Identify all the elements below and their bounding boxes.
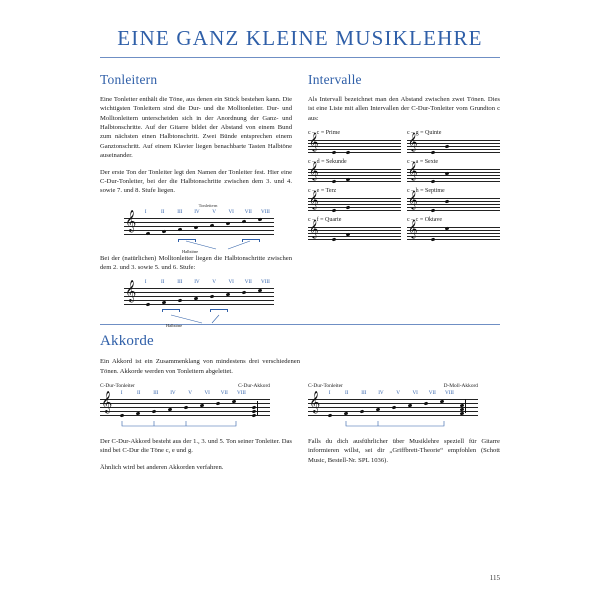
staff-c-major-scale <box>100 202 292 254</box>
degree: I <box>144 279 147 286</box>
page-title: EINE GANZ KLEINE MUSIKLEHRE <box>117 26 483 50</box>
treble-clef-icon: 𝄞 <box>408 132 418 152</box>
chord-head-left <box>100 383 270 389</box>
degree: IV <box>378 390 384 397</box>
degree: VII <box>428 390 436 397</box>
interval-sexte <box>407 159 500 183</box>
section-akkorde <box>0 325 600 479</box>
main-columns <box>0 58 600 329</box>
akkorde-columns <box>100 383 500 479</box>
interval-terz <box>308 188 401 212</box>
paragraph-tonleitern-1: Eine Tonleiter enthält die Töne, aus denen ein Stück bestehen kann. Die wichtigsten Tonleitern sind die Dur- und die Molltonleiter. Dur- und Molltonleitern unterscheiden sich in der Anordnung der Ganz- und Halbtonschritte. Auf der Gitarre bildet der Abstand von einem Bund zum nächsten einen Halbtonschritt. Zwei Bünde entsprechen einem Ganztonschritt. Auf einem Klavier liegen benachbarte Tasten Halbtöne auseinander. <box>100 96 292 160</box>
degree: III <box>177 279 183 286</box>
halftone-label-2: Halbtöne <box>166 323 183 329</box>
halftone-label-1: Halbtöne <box>182 248 199 254</box>
heading-intervalle: Intervalle <box>308 72 362 87</box>
interval-label: c – g = Quinte <box>407 130 442 137</box>
paragraph-akkorde-left-1: Der C-Dur-Akkord besteht aus der 1., 3. und 5. Ton seiner Tonleiter. Das sind bei C-Dur die Töne c, e und g. <box>100 438 292 455</box>
treble-clef-icon: 𝄞 <box>408 161 418 181</box>
chord-tone-connector <box>344 420 464 430</box>
degree: VIII <box>260 279 270 286</box>
scale-degrees-1 <box>124 209 274 215</box>
interval-grid <box>308 130 500 241</box>
paragraph-tonleitern-3: Bei der (natürlichen) Molltonleiter liegen die Halbtonschritte zwischen dem 2. und 3. sowie 5. und 6. Stufe: <box>100 254 292 271</box>
paragraph-akkorde-intro: Ein Akkord ist ein Zusammenklang von mindestens drei verschiedenen Tönen. Akkorde werden von Tonleitern abgeleitet. <box>100 358 300 375</box>
treble-clef-icon: 𝄞 <box>309 190 319 210</box>
degree: V <box>396 390 400 397</box>
degree: V <box>188 390 192 397</box>
degree: III <box>153 390 159 397</box>
degree: VIII <box>236 390 246 397</box>
treble-clef-icon: 𝄞 <box>408 219 418 239</box>
degree: VIII <box>260 208 270 215</box>
treble-clef-icon: 𝄞 <box>309 391 321 414</box>
degree: VII <box>244 208 252 215</box>
interval-oktave <box>407 217 500 241</box>
chord-scale-label: C-Dur-Tonleiter <box>308 383 343 390</box>
degree: III <box>177 208 183 215</box>
treble-clef-icon: 𝄞 <box>125 209 137 232</box>
degree: II <box>136 390 141 397</box>
column-tonleitern <box>100 72 292 329</box>
degree: IV <box>194 208 200 215</box>
treble-clef-icon: 𝄞 <box>125 280 137 303</box>
interval-quarte <box>308 217 401 241</box>
heading-tonleitern: Tonleitern <box>100 72 158 87</box>
interval-label: c – e = Terz <box>308 188 337 195</box>
degree: VI <box>228 279 234 286</box>
akkorde-left <box>100 383 292 479</box>
degree: VIII <box>444 390 454 397</box>
interval-quinte <box>407 130 500 154</box>
degree: VI <box>228 208 234 215</box>
chord-name-label: D-Moll-Akkord <box>443 383 478 390</box>
degree: IV <box>194 279 200 286</box>
chord-name-label: C-Dur-Akkord <box>238 383 270 390</box>
chord-scale-label: C-Dur-Tonleiter <box>100 383 135 390</box>
interval-label: c – a = Sexte <box>407 159 439 166</box>
treble-clef-icon: 𝄞 <box>408 190 418 210</box>
page-number: 115 <box>489 574 500 582</box>
degree: V <box>212 208 216 215</box>
interval-label: c – h = Septime <box>407 188 445 195</box>
interval-prime <box>308 130 401 154</box>
chord-tone-connector <box>120 420 240 430</box>
treble-clef-icon: 𝄞 <box>101 391 113 414</box>
chord-degrees-right <box>308 390 458 396</box>
degree: V <box>212 279 216 286</box>
paragraph-akkorde-right-1: Falls du dich ausführlicher über Musiklehre speziell für Gitarre informieren willst, sei dir „Griffbrett-Theorie“ empfohlen (Schott Music, Bestell-Nr. SPL 1036). <box>308 438 500 464</box>
interval-label: c – d = Sekunde <box>308 159 347 166</box>
degree: VI <box>204 390 210 397</box>
degree: I <box>144 208 147 215</box>
akkorde-right <box>308 383 500 479</box>
scale-degrees-2 <box>124 279 274 285</box>
column-intervalle <box>308 72 500 310</box>
interval-label: c – f = Quarte <box>308 217 342 224</box>
degree: II <box>160 279 165 286</box>
degree: VI <box>412 390 418 397</box>
treble-clef-icon: 𝄞 <box>309 132 319 152</box>
degree: II <box>344 390 349 397</box>
paragraph-tonleitern-2: Der erste Ton der Tonleiter legt den Namen der Tonleiter fest. Hier eine C-Dur-Tonleiter, bei der die Halbtonschritte zwischen dem 3. und 4. sowie 7. und 8. Stufe liegen. <box>100 168 292 195</box>
degree: I <box>328 390 331 397</box>
paragraph-akkorde-left-2: Ähnlich wird bei anderen Akkorden verfahren. <box>100 463 224 471</box>
degree: IV <box>170 390 176 397</box>
treble-clef-icon: 𝄞 <box>309 161 319 181</box>
interval-label: c – c = Oktave <box>407 217 443 224</box>
chord-degrees-left <box>100 390 250 396</box>
chord-head-right <box>308 383 478 389</box>
degree: VII <box>220 390 228 397</box>
paragraph-intervalle: Als Intervall bezeichnet man den Abstand zwischen zwei Tönen. Dies ist eine Liste mit allen Intervallen der C-Dur-Tonleiter vom Grundton c aus: <box>308 96 500 122</box>
heading-akkorde: Akkorde <box>100 333 154 350</box>
halftone-connector-2 <box>124 313 274 327</box>
degree: III <box>361 390 367 397</box>
degree: VII <box>244 279 252 286</box>
degree: I <box>120 390 123 397</box>
interval-septime <box>407 188 500 212</box>
staff-caption: Tonleitern <box>198 202 218 208</box>
halftone-connector-1 <box>124 239 274 253</box>
staff-a-minor-scale <box>100 279 292 329</box>
interval-label: c – c = Prime <box>308 130 341 137</box>
interval-sekunde <box>308 159 401 183</box>
treble-clef-icon: 𝄞 <box>309 219 319 239</box>
degree: II <box>160 208 165 215</box>
